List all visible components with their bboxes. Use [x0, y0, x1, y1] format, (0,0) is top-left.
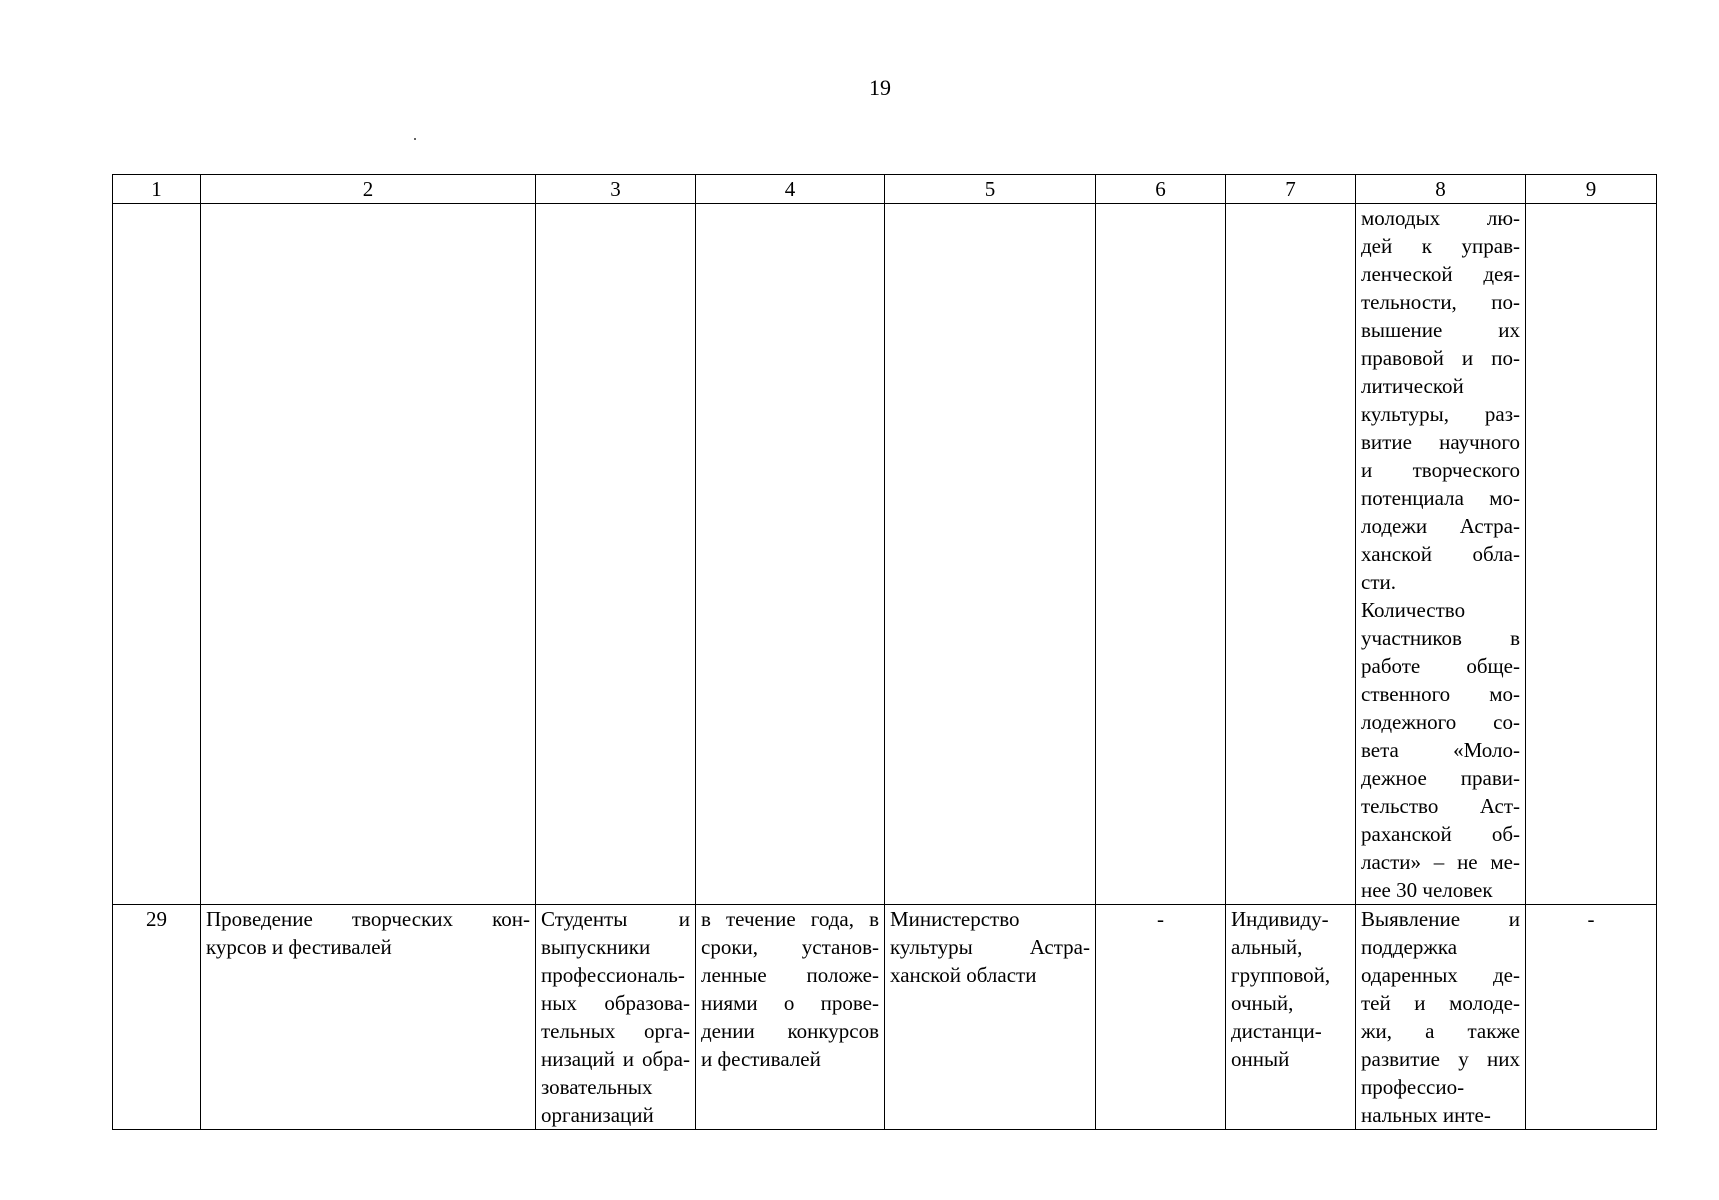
text-line: тельности, по-: [1361, 290, 1520, 314]
column-number: 3: [536, 175, 696, 204]
text-line: литической: [1361, 374, 1464, 398]
text-line: профессиональ-: [541, 963, 685, 987]
column-number: 9: [1526, 175, 1657, 204]
text-line: ленные положе-: [701, 963, 879, 987]
text-line: ханской обла-: [1361, 542, 1520, 566]
text-line: Выявление и: [1361, 907, 1520, 931]
text-line: Министерство: [890, 907, 1020, 931]
text-line: альный,: [1231, 935, 1303, 959]
col6-value: -: [1096, 905, 1226, 1130]
text-line: поддержка: [1361, 935, 1458, 959]
text-line: тельство Аст-: [1361, 794, 1520, 818]
text-line: работе обще-: [1361, 654, 1520, 678]
expected-results: [1356, 905, 1526, 1130]
text-line: правовой и по-: [1361, 346, 1520, 370]
text-line: жи, а также: [1361, 1019, 1520, 1043]
scan-speck: [414, 138, 416, 140]
text-line: и творческого: [1361, 458, 1520, 482]
text-line: низаций и обра-: [541, 1047, 690, 1071]
text-line: витие научного: [1361, 430, 1520, 454]
cell-empty: [536, 204, 696, 905]
table-row: [113, 905, 1657, 1130]
text-line: культуры Астра-: [890, 935, 1090, 959]
text-line: дей к управ-: [1361, 234, 1520, 258]
column-number-row: [113, 175, 1657, 204]
cell-empty: [1226, 204, 1356, 905]
cell-empty: [885, 204, 1096, 905]
text-line: сти.: [1361, 570, 1396, 594]
text-line: ласти» – не ме-: [1361, 850, 1520, 874]
column-number: 6: [1096, 175, 1226, 204]
text-line: Студенты и: [541, 907, 690, 931]
text-line: тей и молоде-: [1361, 991, 1520, 1015]
row-number: 29: [113, 905, 201, 1130]
text-line: одаренных де-: [1361, 963, 1520, 987]
measures-table: [112, 174, 1657, 1130]
text-line: вышение их: [1361, 318, 1520, 342]
text-line: зовательных: [541, 1075, 653, 1099]
text-line: в течение года, в: [701, 907, 879, 931]
column-number: 7: [1226, 175, 1356, 204]
text-line: вета «Моло-: [1361, 738, 1520, 762]
column-number: 2: [201, 175, 536, 204]
text-line: лодежного со-: [1361, 710, 1520, 734]
text-line: онный: [1231, 1047, 1290, 1071]
column-number: 1: [113, 175, 201, 204]
text-line: ханской области: [890, 963, 1037, 987]
text-line: профессио-: [1361, 1075, 1465, 1099]
text-line: Проведение творческих кон-: [206, 907, 530, 931]
participants: [536, 905, 696, 1130]
text-line: раханской об-: [1361, 822, 1520, 846]
responsible: [885, 905, 1096, 1130]
column-number: 8: [1356, 175, 1526, 204]
event-name: [201, 905, 536, 1130]
text-line: ственного мо-: [1361, 682, 1520, 706]
text-line: дении конкурсов: [701, 1019, 879, 1043]
column-number: 5: [885, 175, 1096, 204]
text-line: культуры, раз-: [1361, 402, 1520, 426]
text-line: потенциала мо-: [1361, 486, 1520, 510]
text-line: нальных инте-: [1361, 1103, 1491, 1127]
text-line: групповой,: [1231, 963, 1331, 987]
continuation-row: [113, 204, 1657, 905]
cell-empty: [696, 204, 885, 905]
text-line: дежное прави-: [1361, 766, 1520, 790]
cell-empty: [1526, 204, 1657, 905]
text-line: и фестивалей: [701, 1047, 821, 1071]
text-line: ных образова-: [541, 991, 690, 1015]
text-line: участников в: [1361, 626, 1520, 650]
cell-empty: [1096, 204, 1226, 905]
format: [1226, 905, 1356, 1130]
page-number: 19: [869, 75, 891, 100]
text-line: курсов и фестивалей: [206, 935, 392, 959]
text-line: ниями о прове-: [701, 991, 879, 1015]
text-line: сроки, установ-: [701, 935, 879, 959]
text-line: молодых лю-: [1361, 206, 1520, 230]
text-line: ленческой дея-: [1361, 262, 1520, 286]
text-line: Количество: [1361, 598, 1466, 622]
cell-empty: [113, 204, 201, 905]
col9-value: -: [1526, 905, 1657, 1130]
text-line: развитие у них: [1361, 1047, 1520, 1071]
text-line: выпускники: [541, 935, 651, 959]
text-line: тельных орга-: [541, 1019, 690, 1043]
timing: [696, 905, 885, 1130]
column-number: 4: [696, 175, 885, 204]
expected-results-continuation: [1356, 204, 1526, 905]
text-line: организаций: [541, 1103, 654, 1127]
text-line: дистанци-: [1231, 1019, 1322, 1043]
text-line: лодежи Астра-: [1361, 514, 1520, 538]
text-line: Индивиду-: [1231, 907, 1329, 931]
text-line: очный,: [1231, 991, 1294, 1015]
text-line: нее 30 человек: [1361, 878, 1493, 902]
cell-empty: [201, 204, 536, 905]
